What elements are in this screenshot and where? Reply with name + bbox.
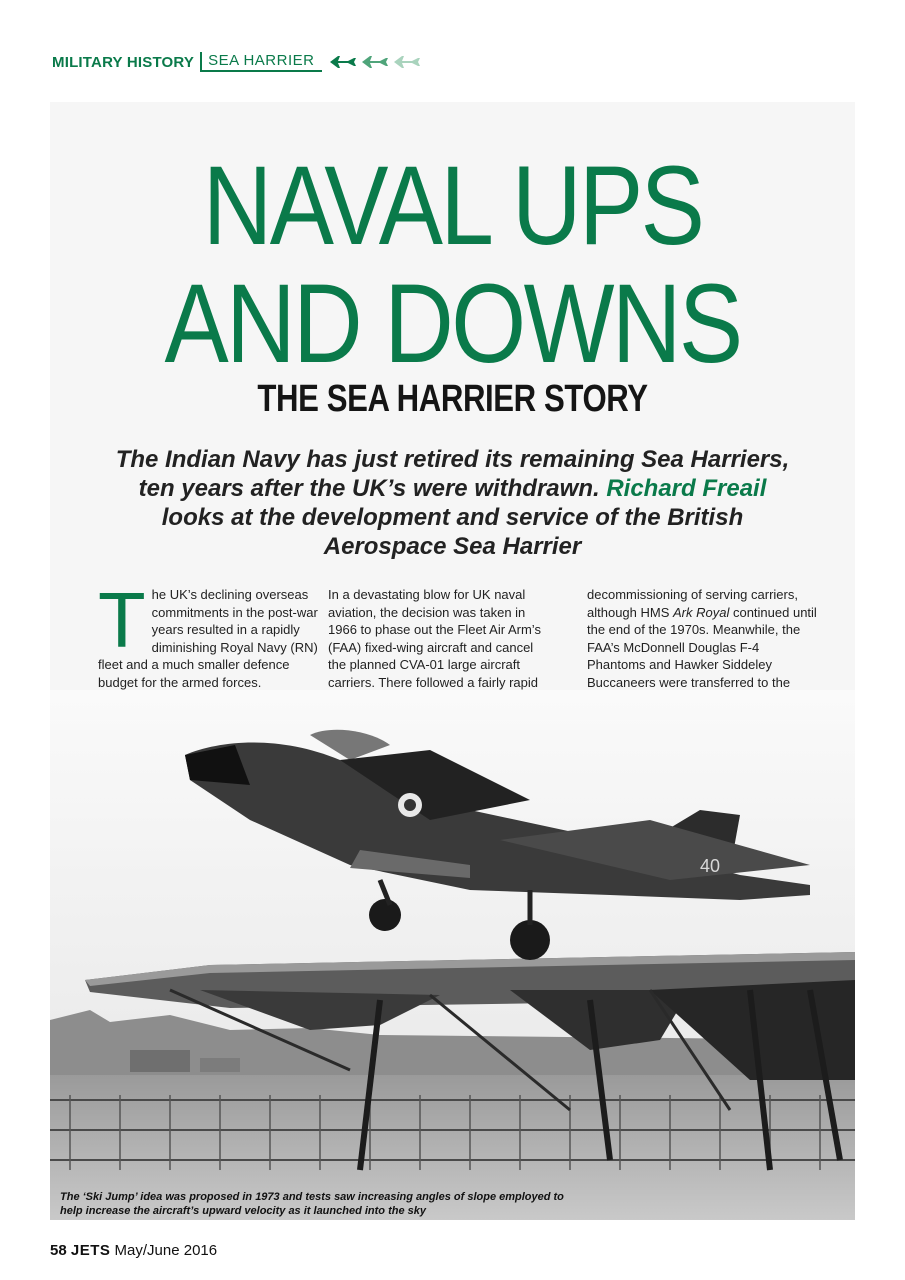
- magazine-name: JETS: [70, 1242, 111, 1259]
- body-text-3a: decommissioning of serving carriers, although HMS: [587, 587, 798, 620]
- photo-caption: The ‘Ski Jump’ idea was proposed in 1973 and tests saw increasing angles of slope employed to help increase the aircraft’s upward velocity as it launched into the sky: [60, 1191, 564, 1217]
- section-label: MILITARY HISTORY: [52, 53, 195, 71]
- standfirst: [110, 445, 795, 561]
- headline-line-1: NAVAL UPS: [202, 143, 703, 268]
- issue-date: May/June 2016: [114, 1242, 218, 1259]
- sea-harrier-ski-jump-photo: [50, 690, 855, 1220]
- headline-line-2: AND DOWNS: [164, 261, 741, 386]
- body-text-3b: continued until the end of the 1970s. Meanwhile, the FAA’s McDonnell Douglas F-4 Phantoms and Hawker Siddeley Buccaneers were transferred to the: [587, 604, 817, 690]
- ship-name: Ark Royal: [673, 604, 730, 620]
- jet-silhouettes-icon: [328, 54, 422, 70]
- body-column-3: [587, 586, 817, 691]
- body-column-1: [98, 576, 318, 691]
- body-text-1: he UK’s declining overseas commitments in the post-war years resulted in a rapidly diminishing Royal Navy (RN) fleet and a much smaller defence budget for the armed forces.: [98, 587, 318, 690]
- page-number: 58: [50, 1242, 67, 1259]
- page-footer: [50, 1242, 217, 1259]
- section-header: [52, 50, 422, 74]
- body-column-2: In a devastating blow for UK naval aviation, the decision was taken in 1966 to phase out the Fleet Air Arm’s (FAA) fixed-wing aircraft and cancel the planned CVA-01 large aircraft carriers. There followed a fairly rapid: [328, 587, 541, 690]
- topic-label: SEA HARRIER: [200, 52, 322, 72]
- standfirst-text-end: looks at the development and service of the British Aerospace Sea Harrier: [161, 504, 744, 560]
- author-name: Richard Freail: [606, 475, 767, 502]
- tail-code: 40: [700, 856, 721, 876]
- drop-cap: T: [98, 576, 146, 664]
- standfirst-text: The Indian Navy has just retired its remaining Sea Harriers, ten years after the UK’s were withdrawn.: [115, 446, 790, 502]
- headline-subtitle: THE SEA HARRIER STORY: [257, 378, 648, 420]
